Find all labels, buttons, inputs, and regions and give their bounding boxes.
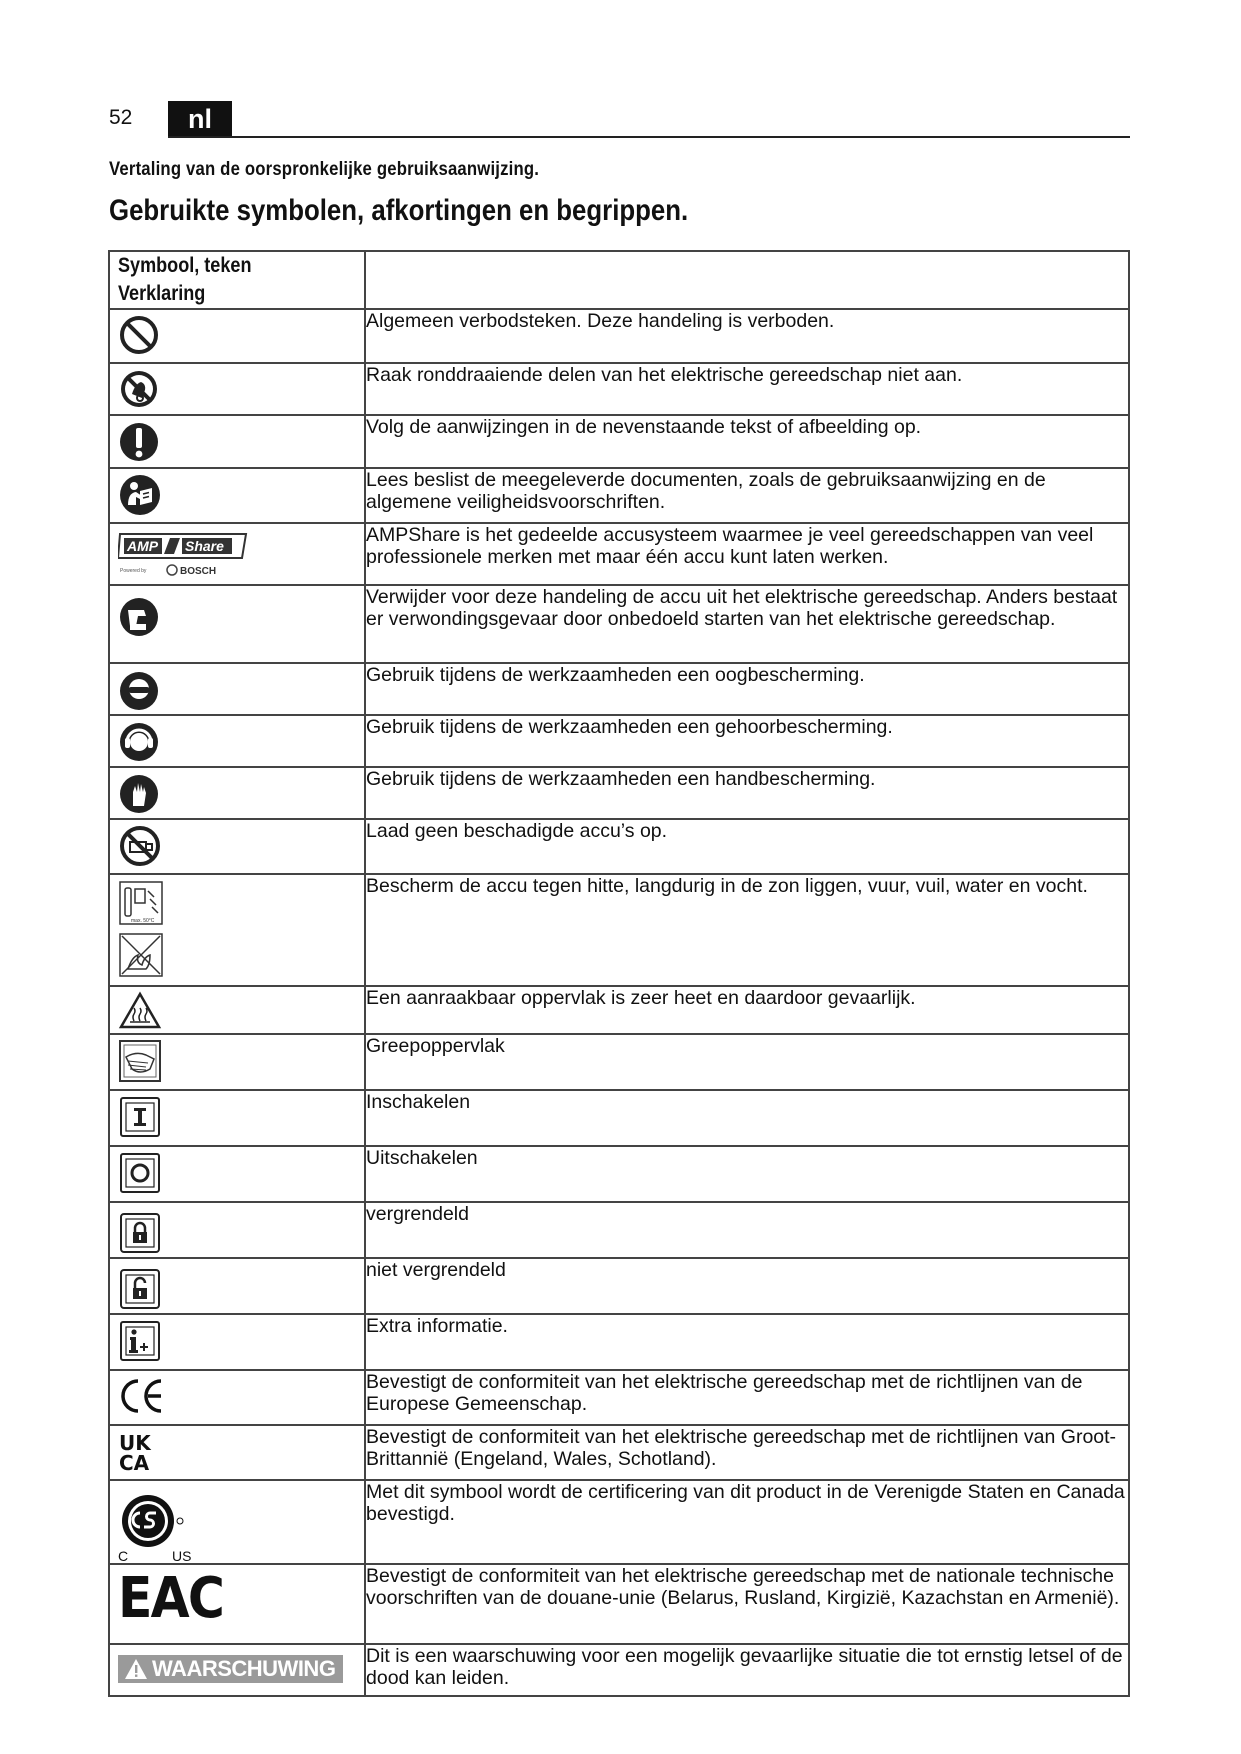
page-title: Gebruikte symbolen, afkortingen en begrippen.: [109, 194, 689, 227]
switch-on-icon: [118, 1095, 162, 1141]
grip-surface-icon: [118, 1039, 162, 1085]
table-row: [109, 1090, 1129, 1146]
prohibition-icon: [118, 314, 160, 356]
row-description: Uitschakelen: [365, 1146, 1129, 1202]
table-row: [109, 1314, 1129, 1370]
ampshare-powered-text: Powered by: [120, 568, 147, 574]
no-touch-rotating-parts-icon: [118, 368, 160, 410]
column-header-description: [365, 251, 1129, 309]
row-description: Bevestigt de conformiteit van het elektrische gereedschap met de richtlijnen van Groot-Brittannië (Engeland, Wales, Schotland).: [365, 1425, 1129, 1480]
ukca-ca-text: CA: [119, 1451, 150, 1475]
row-description: Verwijder voor deze handeling de accu uit het elektrische gereedschap. Anders bestaat er verwondingsgevaar door onbedoeld starten van het elektrische gereedschap.: [365, 585, 1129, 663]
table-row: [109, 767, 1129, 819]
lock-closed-icon: [118, 1211, 162, 1257]
table-row: [109, 1034, 1129, 1090]
table-header-row: [109, 251, 1129, 309]
row-description: Algemeen verbodsteken. Deze handeling is verboden.: [365, 309, 1129, 363]
table-row: [109, 1370, 1129, 1425]
ukca-uk-text: UK: [119, 1432, 151, 1455]
row-description: Raak ronddraaiende delen van het elektrische gereedschap niet aan.: [365, 363, 1129, 415]
csa-mark-icon: [118, 1485, 218, 1563]
table-row: [109, 819, 1129, 874]
table-row: [109, 523, 1129, 585]
protect-battery-heat-water-icon: [118, 879, 166, 979]
column-header-symbol: Symbool, teken Verklaring: [109, 251, 365, 309]
ce-mark-icon: [118, 1377, 166, 1415]
table-row: [109, 986, 1129, 1034]
row-description: Met dit symbool wordt de certificering van dit product in de Verenigde Staten en Canada bevestigd.: [365, 1480, 1129, 1564]
table-row: [109, 715, 1129, 767]
row-description: AMPShare is het gedeelde accusysteem waarmee je veel gereedschappen van veel professionele merken met maar één accu kunt laten werken.: [365, 523, 1129, 585]
battery-max-temp-text: max. 50°C: [131, 918, 155, 924]
row-description: Bescherm de accu tegen hitte, langdurig in de zon liggen, vuur, vuil, water en vocht.: [365, 874, 1129, 986]
csa-c-text: C: [118, 1548, 129, 1563]
ampshare-logo: [118, 528, 258, 580]
warning-label: WAARSCHUWING: [152, 1656, 336, 1681]
row-description: Dit is een waarschuwing voor een mogelijk gevaarlijke situatie die tot ernstig letsel of de dood kan leiden.: [365, 1644, 1129, 1696]
ampshare-bosch-text: BOSCH: [180, 566, 217, 577]
row-description: Volg de aanwijzingen in de nevenstaande tekst of afbeelding op.: [365, 415, 1129, 468]
row-description: Gebruik tijdens de werkzaamheden een oogbescherming.: [365, 663, 1129, 715]
symbols-table: [108, 250, 1130, 1697]
ampshare-amp-text: AMP: [127, 538, 159, 554]
row-description: vergrendeld: [365, 1202, 1129, 1258]
table-row: [109, 1564, 1129, 1644]
table-row: [109, 585, 1129, 663]
row-description: Extra informatie.: [365, 1314, 1129, 1370]
row-description: Inschakelen: [365, 1090, 1129, 1146]
table-row: [109, 1258, 1129, 1314]
row-description: Gebruik tijdens de werkzaamheden een handbescherming.: [365, 767, 1129, 819]
eye-protection-icon: [118, 670, 160, 712]
info-plus-icon: [118, 1319, 162, 1365]
table-row: [109, 1644, 1129, 1696]
row-description: niet vergrendeld: [365, 1258, 1129, 1314]
csa-us-text: US: [172, 1548, 192, 1563]
ear-protection-icon: [118, 720, 160, 764]
page-number: 52: [109, 106, 133, 129]
table-row: [109, 874, 1129, 986]
row-description: Bevestigt de conformiteit van het elektrische gereedschap met de richtlijnen van de Europese Gemeenschap.: [365, 1370, 1129, 1425]
mandatory-exclamation-icon: [118, 420, 160, 464]
read-manual-icon: [118, 473, 162, 517]
no-charge-damaged-battery-icon: [118, 824, 162, 868]
table-row: [109, 1202, 1129, 1258]
table-row: [109, 1146, 1129, 1202]
row-description: Laad geen beschadigde accu’s op.: [365, 819, 1129, 874]
language-tab: nl: [168, 101, 232, 137]
table-row: [109, 663, 1129, 715]
lock-open-icon: [118, 1267, 162, 1313]
table-row: [109, 1425, 1129, 1480]
table-row: [109, 309, 1129, 363]
row-description: Een aanraakbaar oppervlak is zeer heet en daardoor gevaarlijk.: [365, 986, 1129, 1034]
header-rule: [168, 136, 1130, 138]
row-description: Lees beslist de meegeleverde documenten, zoals de gebruiksaanwijzing en de algemene veiligheidsvoorschriften.: [365, 468, 1129, 523]
row-description: Greepoppervlak: [365, 1034, 1129, 1090]
table-row: [109, 415, 1129, 468]
table-row: [109, 1480, 1129, 1564]
page-subtitle: Vertaling van de oorspronkelijke gebruiksaanwijzing.: [109, 159, 540, 180]
table-row: [109, 363, 1129, 415]
row-description: Gebruik tijdens de werkzaamheden een gehoorbescherming.: [365, 715, 1129, 767]
warning-badge: [118, 1655, 343, 1683]
ukca-mark-icon: [118, 1432, 162, 1476]
switch-off-icon: [118, 1151, 162, 1197]
eac-mark-icon: EAC: [118, 1566, 224, 1631]
hand-protection-icon: [118, 772, 160, 816]
remove-battery-icon: [118, 596, 160, 638]
ampshare-share-text: Share: [185, 538, 224, 554]
warning-triangle-icon: [124, 1658, 148, 1680]
table-row: [109, 468, 1129, 523]
row-description: Bevestigt de conformiteit van het elektrische gereedschap met de nationale technische voorschriften van de douane-unie (Belarus, Rusland, Kirgizië, Kazachstan en Armenië).: [365, 1564, 1129, 1644]
hot-surface-icon: [118, 991, 162, 1031]
